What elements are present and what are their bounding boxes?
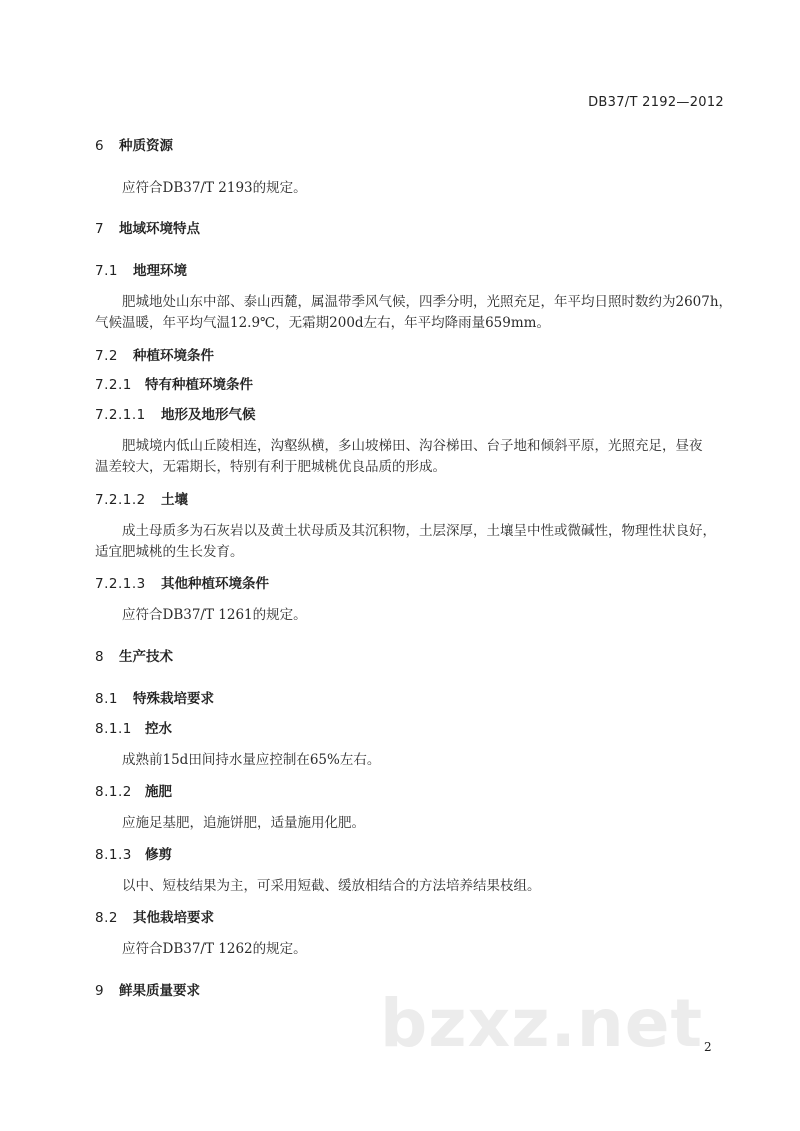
paragraph: 肥城地处山东中部、泰山西麓，属温带季风气候，四季分明，光照充足，年平均日照时数约为2607h，	[122, 294, 733, 310]
section-title: 其他种植环境条件	[161, 576, 269, 592]
section-title: 修剪	[145, 847, 172, 863]
paragraph: 以中、短枝结果为主，可采用短截、缓放相结合的方法培养结果枝组。	[122, 878, 541, 894]
section-title: 控水	[145, 721, 172, 737]
section-title: 鲜果质量要求	[119, 983, 200, 999]
section-heading-7-2	[95, 344, 214, 364]
section-number: 7.2.1.2	[95, 492, 146, 508]
section-number: 8.1	[95, 691, 118, 707]
section-number: 7.2.1	[95, 377, 132, 393]
section-title: 地理环境	[133, 263, 187, 279]
section-number: 8	[95, 649, 105, 665]
section-title: 地域环境特点	[119, 221, 200, 237]
section-number: 8.2	[95, 910, 118, 926]
paragraph-continuation: 气候温暖，年平均气温12.9℃，无霜期200d左右，年平均降雨量659mm。	[95, 315, 550, 331]
section-heading-7-2-1-2	[95, 488, 188, 508]
paragraph: 成土母质多为石灰岩以及黄土状母质及其沉积物，土层深厚，土壤呈中性或微碱性，物理性状良好，	[122, 523, 716, 539]
section-title: 地形及地形气候	[161, 407, 256, 423]
paragraph: 应符合DB37/T 1261的规定。	[122, 607, 307, 623]
paragraph: 应施足基肥，追施饼肥，适量施用化肥。	[122, 815, 365, 831]
section-heading-7-2-1-3	[95, 572, 269, 592]
section-number: 8.1.3	[95, 847, 132, 863]
section-heading-8	[95, 645, 173, 665]
section-heading-7-2-1	[95, 373, 253, 393]
section-number: 7.1	[95, 263, 118, 279]
paragraph: 应符合DB37/T 2193的规定。	[122, 180, 307, 196]
section-heading-9	[95, 979, 200, 999]
section-title: 种植环境条件	[133, 348, 214, 364]
section-heading-8-1-3	[95, 843, 172, 863]
section-heading-7-2-1-1	[95, 403, 256, 423]
paragraph-continuation: 温差较大，无霜期长，特别有利于肥城桃优良品质的形成。	[95, 459, 446, 475]
section-number: 7	[95, 221, 105, 237]
section-title: 特有种植环境条件	[145, 377, 253, 393]
section-title: 特殊栽培要求	[133, 691, 214, 707]
paragraph: 成熟前15d田间持水量应控制在65%左右。	[122, 752, 381, 768]
section-number: 7.2.1.3	[95, 576, 146, 592]
section-heading-6	[95, 134, 173, 154]
paragraph: 应符合DB37/T 1262的规定。	[122, 941, 307, 957]
section-number: 8.1.2	[95, 784, 132, 800]
section-title: 生产技术	[119, 649, 173, 665]
paragraph: 肥城境内低山丘陵相连，沟壑纵横，多山坡梯田、沟谷梯田、台子地和倾斜平原，光照充足，昼夜	[122, 438, 703, 454]
section-heading-8-1	[95, 687, 214, 707]
section-title: 种质资源	[119, 138, 173, 154]
section-heading-7-1	[95, 259, 187, 279]
section-number: 9	[95, 983, 105, 999]
paragraph-continuation: 适宜肥城桃的生长发育。	[95, 544, 244, 560]
watermark: bzxz.net	[380, 985, 704, 1062]
section-title: 其他栽培要求	[133, 910, 214, 926]
section-number: 6	[95, 138, 105, 154]
section-title: 施肥	[145, 784, 172, 800]
section-title: 土壤	[161, 492, 188, 508]
section-number: 7.2.1.1	[95, 407, 146, 423]
document-code: DB37/T 2192—2012	[588, 95, 724, 110]
section-number: 7.2	[95, 348, 118, 364]
section-heading-8-2	[95, 906, 214, 926]
section-number: 8.1.1	[95, 721, 132, 737]
page-number: 2	[704, 1040, 712, 1054]
section-heading-8-1-2	[95, 780, 172, 800]
section-heading-8-1-1	[95, 717, 172, 737]
section-heading-7	[95, 217, 200, 237]
